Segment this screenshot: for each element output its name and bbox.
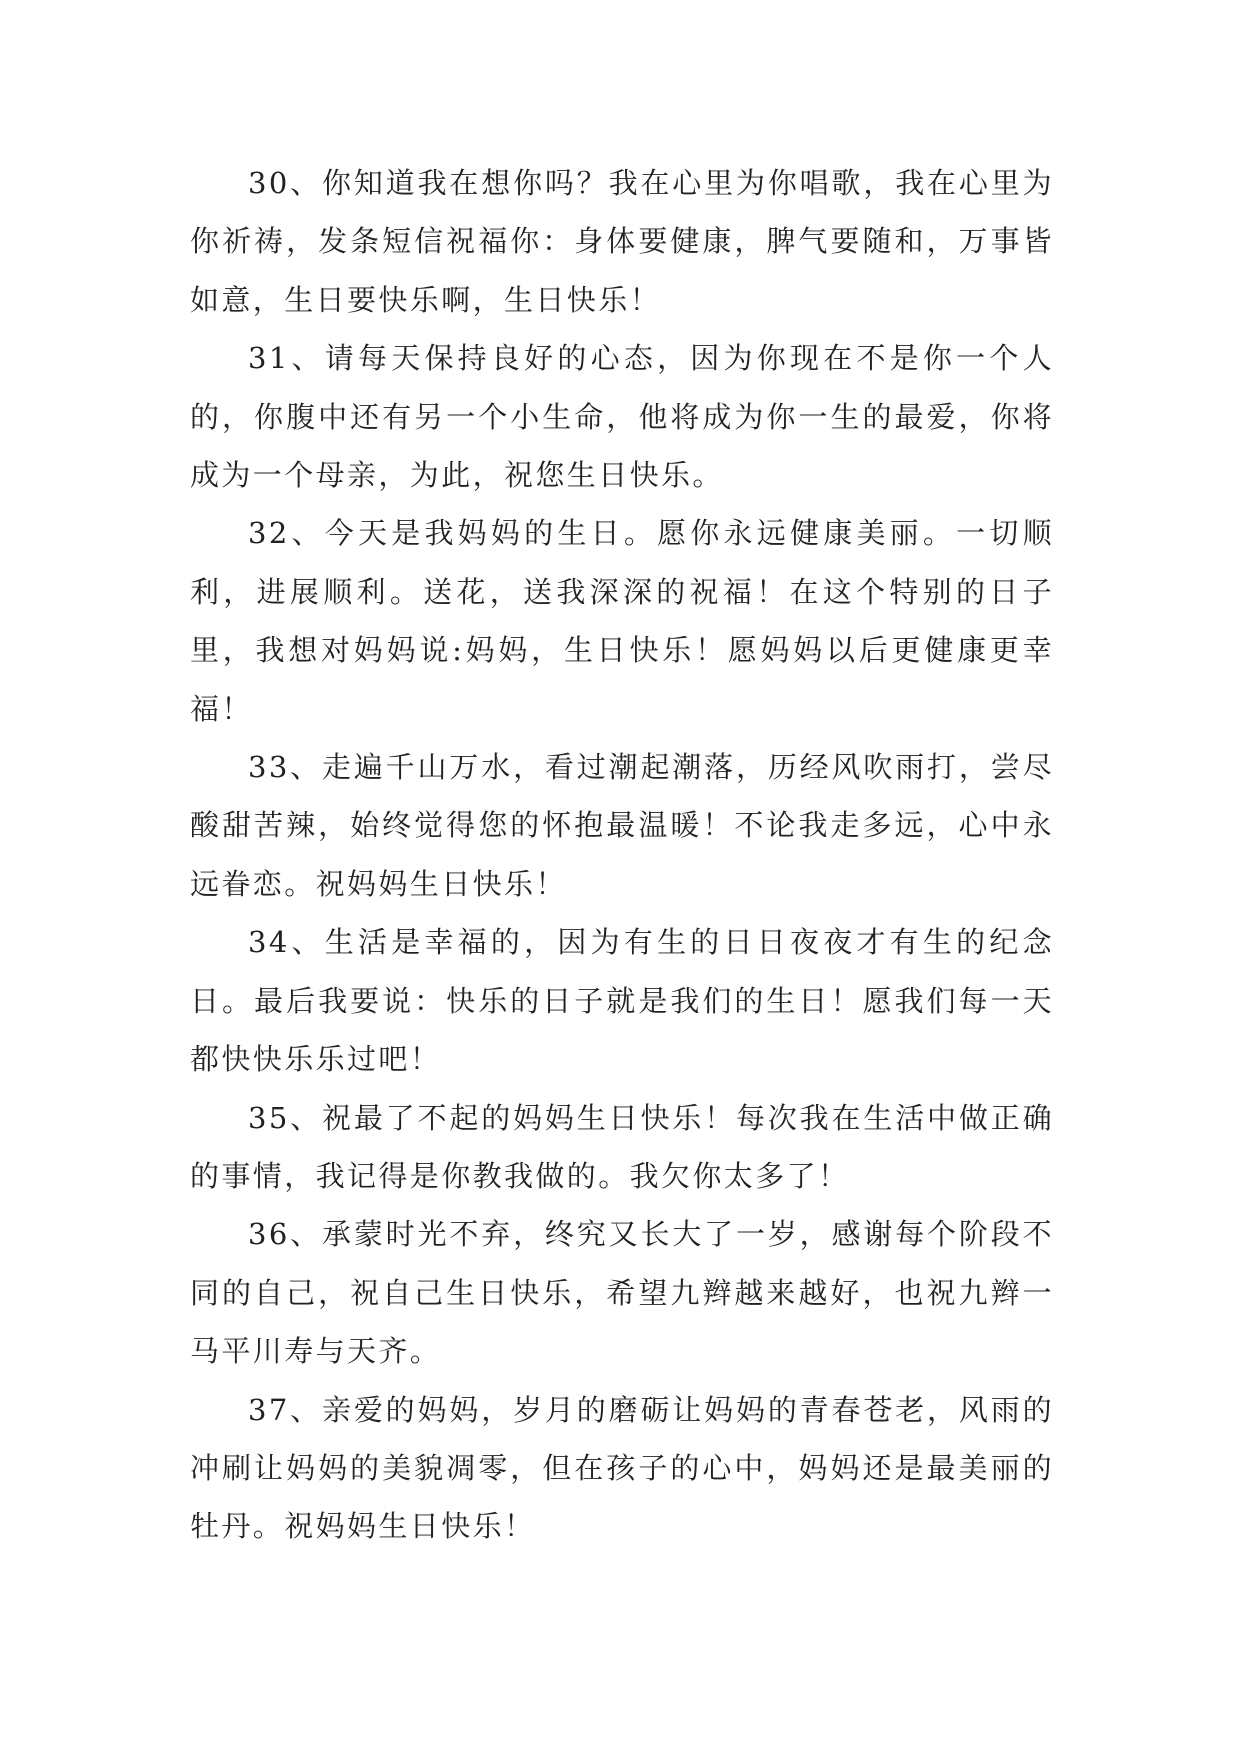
paragraph-31: 31、请每天保持良好的心态，因为你现在不是你一个人的，你腹中还有另一个小生命，他将成为你一生的最爱，你将成为一个母亲，为此，祝您生日快乐。 (190, 341, 1054, 493)
paragraph-37: 37、亲爱的妈妈，岁月的磨砺让妈妈的青春苍老，风雨的冲刷让妈妈的美貌凋零，但在孩子的心中，妈妈还是最美丽的牡丹。祝妈妈生日快乐！ (190, 1392, 1054, 1544)
document-body (190, 154, 1054, 1556)
paragraph-36: 36、承蒙时光不弃，终究又长大了一岁，感谢每个阶段不同的自己，祝自己生日快乐，希望九辫越来越好，也祝九辫一马平川寿与天齐。 (190, 1217, 1054, 1369)
paragraph-30: 30、你知道我在想你吗？我在心里为你唱歌，我在心里为你祈祷，发条短信祝福你：身体要健康，脾气要随和，万事皆如意，生日要快乐啊，生日快乐！ (190, 166, 1054, 317)
paragraph-35: 35、祝最了不起的妈妈生日快乐！每次我在生活中做正确的事情，我记得是你教我做的。我欠你太多了！ (190, 1100, 1054, 1193)
paragraph-34: 34、生活是幸福的，因为有生的日日夜夜才有生的纪念日。最后我要说：快乐的日子就是我们的生日！愿我们每一天都快快乐乐过吧！ (190, 925, 1054, 1077)
paragraph-32: 32、今天是我妈妈的生日。愿你永远健康美丽。一切顺利，进展顺利。送花，送我深深的祝福！在这个特别的日子里，我想对妈妈说:妈妈，生日快乐！愿妈妈以后更健康更幸福！ (190, 516, 1054, 726)
paragraph-33: 33、走遍千山万水，看过潮起潮落，历经风吹雨打，尝尽酸甜苦辣，始终觉得您的怀抱最温暖！不论我走多远，心中永远眷恋。祝妈妈生日快乐！ (190, 750, 1054, 901)
